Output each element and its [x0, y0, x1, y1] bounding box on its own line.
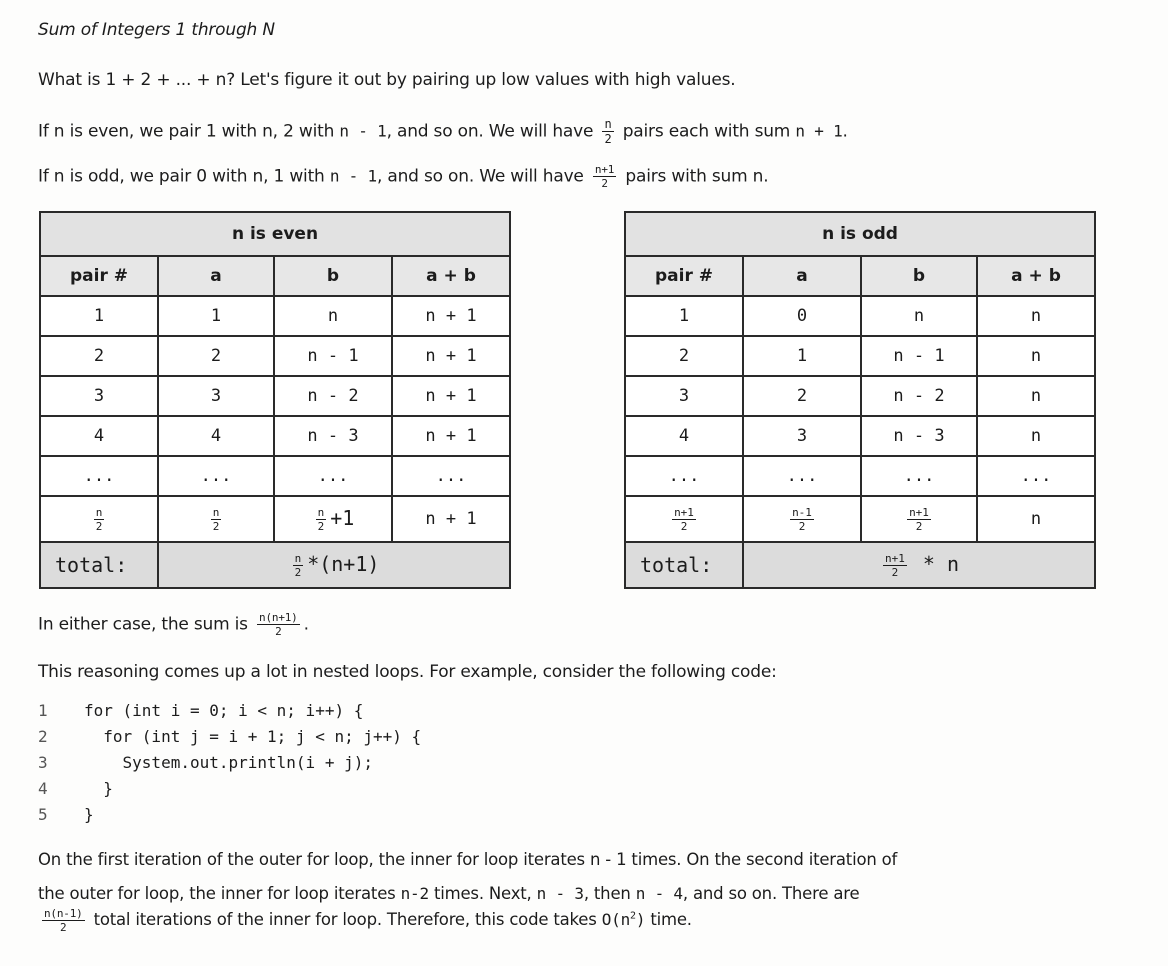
para-text: , then — [583, 884, 636, 903]
odd-total-label: total: — [625, 542, 743, 588]
fraction-den: 2 — [212, 519, 220, 533]
table-cell: ... — [392, 456, 510, 496]
table-cell: n — [977, 336, 1095, 376]
even-table — [39, 211, 511, 589]
table-cell: 2 — [743, 376, 861, 416]
odd-header-pair: pair # — [625, 256, 743, 296]
even-text-4: . — [842, 121, 848, 142]
fraction-den: 2 — [294, 566, 302, 579]
table-cell: n — [274, 296, 392, 336]
fraction-den: 2 — [915, 519, 923, 533]
odd-total-value — [743, 542, 1095, 588]
table-cell: ... — [274, 456, 392, 496]
table-cell: ... — [977, 456, 1095, 496]
even-code-1: n - 1 — [339, 121, 387, 141]
code-line — [38, 698, 421, 724]
table-cell: n - 1 — [861, 336, 977, 376]
fraction — [883, 553, 907, 578]
para-line-2 — [38, 884, 859, 903]
table-cell: n + 1 — [392, 496, 510, 542]
table-cell: ... — [743, 456, 861, 496]
table-cell: n — [861, 296, 977, 336]
either-case-text: In either case, the sum is — [38, 614, 254, 635]
either-case-fraction — [257, 612, 300, 637]
fraction — [316, 507, 327, 532]
fraction — [672, 507, 696, 532]
fraction-den: 2 — [60, 921, 67, 934]
even-total-value — [158, 542, 510, 588]
fraction — [211, 507, 222, 532]
table-cell: 1 — [625, 296, 743, 336]
even-header-b: b — [274, 256, 392, 296]
odd-text-3: pairs with sum n. — [620, 166, 769, 187]
code-block — [38, 698, 421, 828]
table-cell: 3 — [743, 416, 861, 456]
table-cell — [625, 496, 743, 542]
even-text-2: , and so on. We will have — [386, 121, 599, 142]
fraction-num: n-1 — [792, 505, 812, 519]
code-text: for (int j = i + 1; j < n; j++) { — [84, 727, 422, 746]
even-header-a: a — [158, 256, 274, 296]
b-suffix: +1 — [330, 506, 355, 530]
fraction — [907, 507, 931, 532]
fraction-num: n(n-1) — [44, 907, 83, 920]
table-cell: 0 — [743, 296, 861, 336]
table-cell: n - 2 — [861, 376, 977, 416]
even-header-pair: pair # — [40, 256, 158, 296]
table-cell: 2 — [625, 336, 743, 376]
even-table-caption: n is even — [40, 212, 510, 256]
line-number: 3 — [38, 753, 48, 772]
odd-table-caption: n is odd — [625, 212, 1095, 256]
table-cell — [861, 496, 977, 542]
even-total-label: total: — [40, 542, 158, 588]
fraction-den: 2 — [317, 520, 325, 533]
code-line — [38, 776, 421, 802]
table-cell: 2 — [40, 336, 158, 376]
para-text: , and so on. There are — [682, 884, 860, 903]
fraction-num: n+1 — [909, 505, 929, 519]
para-text: times. Next, — [428, 884, 537, 903]
table-cell: 4 — [625, 416, 743, 456]
para-code: O(n — [601, 910, 631, 929]
odd-line — [38, 164, 768, 189]
table-cell: n + 1 — [392, 336, 510, 376]
intro-line: What is 1 + 2 + ... + n? Let's figure it out by pairing up low values with high values. — [38, 70, 736, 90]
table-cell: 4 — [40, 416, 158, 456]
fraction-den: 2 — [798, 519, 806, 533]
table-cell: n - 1 — [274, 336, 392, 376]
code-text: System.out.println(i + j); — [84, 753, 373, 772]
odd-fraction — [593, 164, 616, 189]
fraction-num: n — [95, 505, 103, 519]
table-cell: ... — [158, 456, 274, 496]
fraction — [94, 507, 105, 532]
total-suffix: * n — [910, 552, 960, 576]
fraction — [293, 553, 304, 578]
odd-fraction-den: 2 — [601, 177, 608, 190]
even-text-3: pairs each with sum — [617, 121, 796, 142]
para-fraction — [42, 908, 85, 933]
table-cell: ... — [625, 456, 743, 496]
even-fraction — [602, 118, 613, 145]
table-cell: n - 3 — [274, 416, 392, 456]
fraction-den: 2 — [275, 625, 282, 638]
table-cell: n - 3 — [861, 416, 977, 456]
either-case-line — [38, 612, 309, 637]
fraction-num: n+1 — [884, 552, 905, 565]
para-code: n - 4 — [635, 884, 683, 903]
line-number: 2 — [38, 727, 48, 746]
odd-text-1: If n is odd, we pair 0 with n, 1 with — [38, 166, 330, 187]
even-fraction-num: n — [604, 117, 612, 131]
fraction-num: n — [317, 506, 325, 519]
table-cell: n + 1 — [392, 376, 510, 416]
even-header-sum: a + b — [392, 256, 510, 296]
line-number: 4 — [38, 779, 48, 798]
either-case-end: . — [303, 614, 309, 635]
para-code: n - 3 — [536, 884, 584, 903]
para-line-3 — [38, 908, 692, 933]
table-cell: 1 — [743, 336, 861, 376]
fraction — [790, 507, 814, 532]
table-cell: 3 — [158, 376, 274, 416]
line-number: 5 — [38, 805, 48, 824]
para-code: ) — [635, 910, 646, 929]
table-cell: ... — [861, 456, 977, 496]
nested-intro: This reasoning comes up a lot in nested loops. For example, consider the following code: — [38, 662, 777, 682]
para-text: total iterations of the inner for loop. Therefore, this code takes — [88, 910, 602, 929]
table-cell: n + 1 — [392, 416, 510, 456]
para-line-1: On the first iteration of the outer for loop, the inner for loop iterates n - 1 times. On the second iteration of — [38, 850, 898, 869]
table-cell — [40, 496, 158, 542]
fraction-den: 2 — [891, 566, 899, 579]
odd-fraction-num: n+1 — [594, 163, 615, 176]
table-cell: n - 2 — [274, 376, 392, 416]
fraction-num: n+1 — [674, 505, 694, 519]
table-cell: 4 — [158, 416, 274, 456]
code-line — [38, 750, 421, 776]
table-cell: n — [977, 496, 1095, 542]
odd-header-b: b — [861, 256, 977, 296]
code-text: for (int i = 0; i < n; i++) { — [84, 701, 364, 720]
odd-header-a: a — [743, 256, 861, 296]
code-line — [38, 724, 421, 750]
table-cell: n + 1 — [392, 296, 510, 336]
para-text: time. — [645, 910, 692, 929]
table-cell — [743, 496, 861, 542]
even-text-1: If n is even, we pair 1 with n, 2 with — [38, 121, 340, 142]
table-cell: 1 — [40, 296, 158, 336]
fraction-den: 2 — [95, 519, 103, 533]
odd-text-2: , and so on. We will have — [376, 166, 589, 187]
table-cell: 1 — [158, 296, 274, 336]
para-text: the outer for loop, the inner for loop iterates — [38, 884, 401, 903]
odd-header-sum: a + b — [977, 256, 1095, 296]
even-code-2: n + 1 — [795, 121, 843, 141]
para-superscript: 2 — [630, 910, 636, 922]
total-suffix: *(n+1) — [307, 552, 380, 576]
table-cell: 3 — [40, 376, 158, 416]
code-text: } — [84, 805, 94, 824]
fraction-num: n — [212, 505, 220, 519]
table-cell: n — [977, 376, 1095, 416]
code-line — [38, 802, 421, 828]
code-text: } — [84, 779, 113, 798]
table-cell: 3 — [625, 376, 743, 416]
table-cell: ... — [40, 456, 158, 496]
fraction-num: n — [294, 552, 302, 565]
table-cell: 2 — [158, 336, 274, 376]
para-code: n-2 — [400, 884, 429, 903]
even-line — [38, 118, 848, 145]
odd-code-1: n - 1 — [329, 166, 377, 186]
even-fraction-den: 2 — [604, 132, 612, 146]
odd-table — [624, 211, 1096, 589]
section-heading: Sum of Integers 1 through N — [38, 20, 275, 40]
table-cell — [274, 496, 392, 542]
fraction-num: n(n+1) — [259, 611, 298, 624]
table-cell: n — [977, 296, 1095, 336]
line-number: 1 — [38, 701, 48, 720]
fraction-den: 2 — [680, 519, 688, 533]
table-cell — [158, 496, 274, 542]
table-cell: n — [977, 416, 1095, 456]
